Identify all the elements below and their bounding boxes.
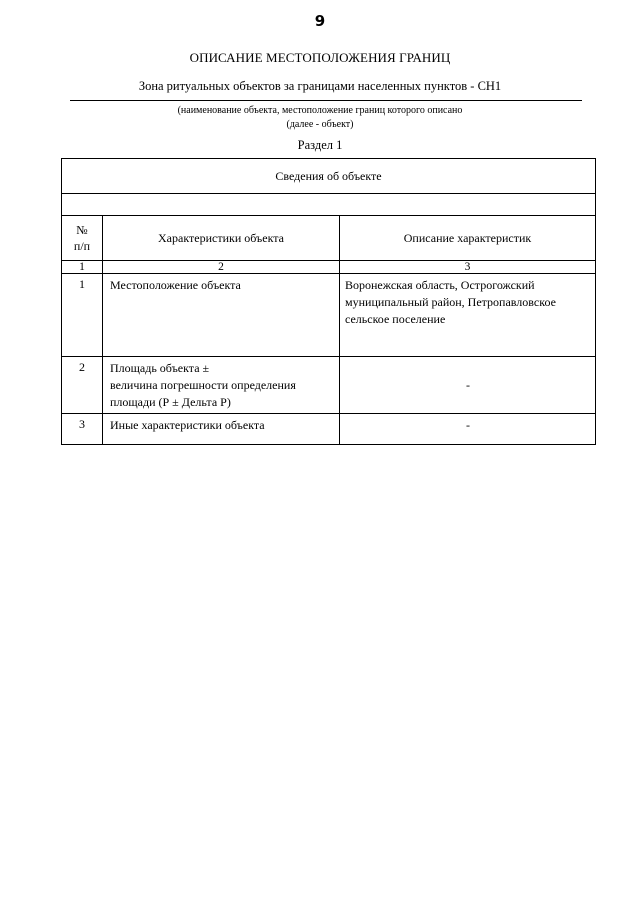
table-header: Сведения об объекте xyxy=(62,159,596,194)
object-name-note-line2: (далее - объект) xyxy=(286,119,354,130)
column-header-number-line1: № xyxy=(76,223,88,237)
table-row xyxy=(62,414,596,445)
row-number: 3 xyxy=(62,414,103,445)
row-characteristic-line1: Площадь объекта ± xyxy=(110,361,210,375)
table-empty-cell xyxy=(62,194,596,216)
column-number-1: 1 xyxy=(62,261,103,274)
column-number-row xyxy=(62,261,596,274)
row-description: - xyxy=(340,357,596,414)
column-header-description: Описание характеристик xyxy=(340,216,596,261)
row-description: Воронежская область, Острогожский муниципальный район, Петропавловское сельское поселение xyxy=(340,274,596,357)
column-header-row xyxy=(62,216,596,261)
row-number: 1 xyxy=(62,274,103,357)
table-row xyxy=(62,357,596,414)
object-name: Зона ритуальных объектов за границами населенных пунктов - СН1 xyxy=(138,79,502,93)
document-title: ОПИСАНИЕ МЕСТОПОЛОЖЕНИЯ ГРАНИЦ xyxy=(189,50,451,65)
object-info-table xyxy=(61,158,596,445)
object-name-note-line1: (наименование объекта, местоположение границ которого описано xyxy=(177,105,463,116)
page-number: 9 xyxy=(314,12,326,30)
row-characteristic: Иные характеристики объекта xyxy=(103,414,340,445)
row-characteristic xyxy=(103,357,340,414)
column-header-number-line2: п/п xyxy=(73,239,91,253)
row-number: 2 xyxy=(62,357,103,414)
table-empty-row xyxy=(62,194,596,216)
row-characteristic-line2: величина погрешности определения площади (Р ± Дельта Р) xyxy=(110,378,296,409)
column-number-3: 3 xyxy=(340,261,596,274)
table-row xyxy=(62,274,596,357)
column-number-2: 2 xyxy=(103,261,340,274)
table-header-row xyxy=(62,159,596,194)
row-description: - xyxy=(340,414,596,445)
column-header-number xyxy=(62,216,103,261)
object-name-underline xyxy=(70,100,582,101)
row-characteristic: Местоположение объекта xyxy=(103,274,340,357)
object-name-note xyxy=(0,104,640,132)
column-header-characteristic: Характеристики объекта xyxy=(103,216,340,261)
section-label: Раздел 1 xyxy=(297,138,343,152)
